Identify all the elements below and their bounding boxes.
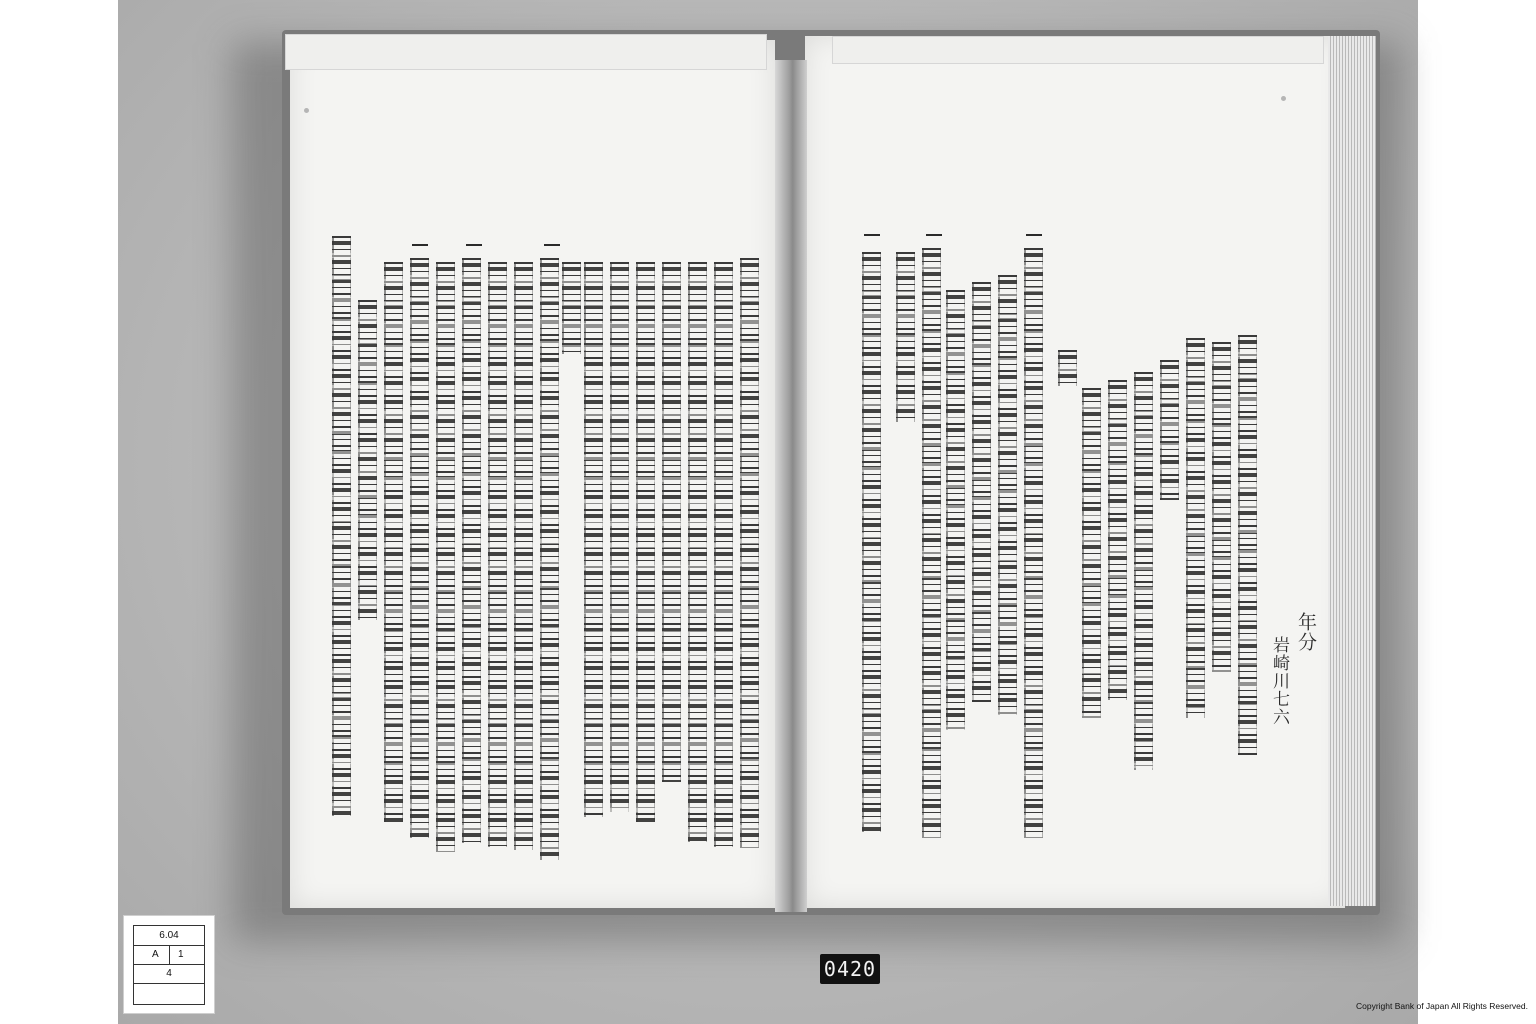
item-mark (926, 234, 942, 236)
call-number-sub: 1 (178, 949, 184, 960)
handwritten-line (862, 252, 881, 832)
copyright-notice: Copyright Bank of Japan All Rights Reserved. (1356, 1001, 1528, 1011)
handwritten-line (896, 252, 915, 422)
handwritten-line (1212, 342, 1231, 672)
item-mark (466, 244, 482, 246)
call-number-row (134, 945, 204, 965)
handwritten-line (922, 248, 941, 838)
call-number-row (134, 964, 204, 984)
handwritten-line (562, 262, 581, 354)
call-number-volume: 6.04 (159, 930, 179, 941)
handwritten-line (584, 262, 603, 817)
handwritten-line (662, 262, 681, 782)
handwritten-line (514, 262, 533, 850)
item-mark (544, 244, 560, 246)
handwritten-line (998, 275, 1017, 715)
left-top-sheet (285, 34, 767, 70)
handwritten-line (1134, 372, 1153, 770)
book-gutter (775, 60, 807, 912)
handwritten-line (946, 290, 965, 730)
call-number-row (134, 983, 204, 1002)
handwritten-line (688, 262, 707, 842)
handwritten-line (488, 262, 507, 847)
handwritten-line (740, 258, 759, 848)
frame-number: 0420 (820, 954, 880, 984)
item-mark (412, 244, 428, 246)
handwritten-line (462, 258, 481, 843)
handwritten-line (1186, 338, 1205, 718)
handwritten-line (358, 300, 377, 620)
page-spot (1281, 96, 1286, 101)
handwritten-line (636, 262, 655, 822)
call-number-grid (133, 925, 205, 1005)
handwritten-line (714, 262, 733, 847)
page-edges (1328, 36, 1376, 906)
handwritten-line (1160, 360, 1179, 500)
handwritten-line (540, 258, 559, 860)
handwritten-line (1058, 350, 1077, 386)
handwritten-line (384, 262, 403, 822)
handwritten-line (332, 236, 351, 816)
call-number-series: A (152, 949, 159, 960)
right-page (805, 36, 1345, 908)
call-number-row (134, 926, 204, 946)
handwritten-line (1082, 388, 1101, 718)
item-mark (864, 234, 880, 236)
handwritten-line (1238, 335, 1257, 755)
right-page-heading-top: 年分 (1295, 612, 1317, 652)
handwritten-line (410, 258, 429, 838)
handwritten-line (1024, 248, 1043, 838)
right-page-heading-sub: 岩崎川七六 (1269, 636, 1289, 726)
handwritten-line (610, 262, 629, 812)
handwritten-line (1108, 380, 1127, 700)
call-number-item: 4 (166, 968, 172, 979)
handwritten-line (972, 282, 991, 702)
item-mark (1026, 234, 1042, 236)
page-spot (304, 108, 309, 113)
right-top-sheet (832, 36, 1324, 64)
handwritten-line (436, 262, 455, 852)
archive-call-number-label (123, 915, 215, 1014)
